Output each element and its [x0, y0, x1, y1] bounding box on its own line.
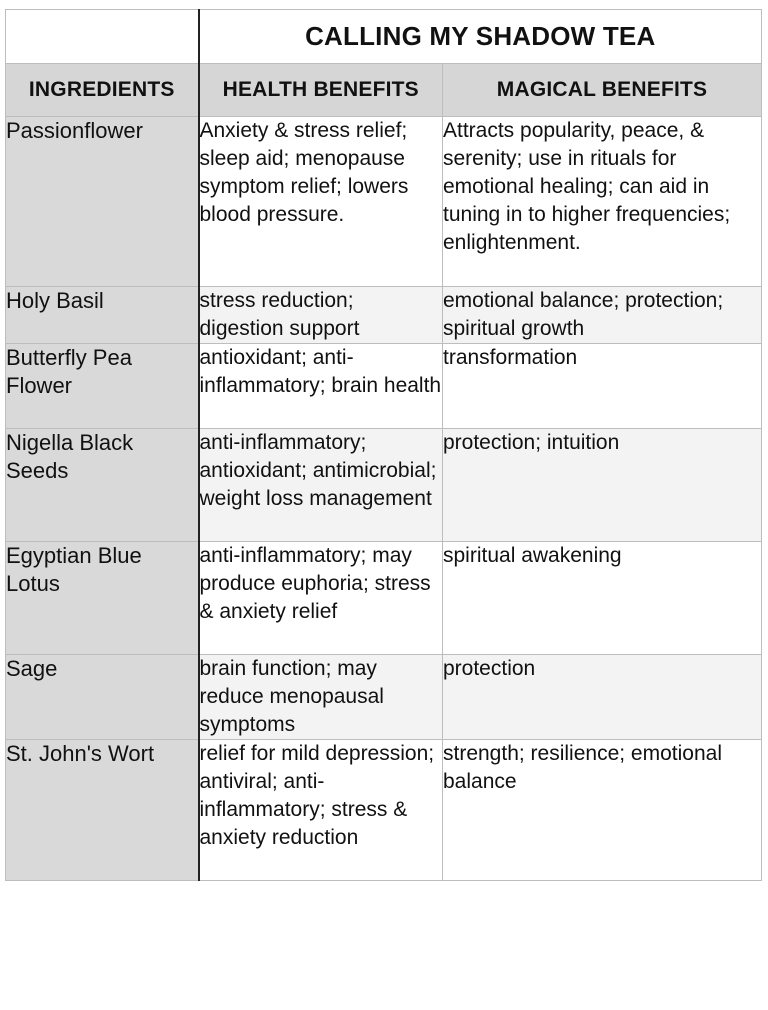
table-row — [6, 344, 762, 429]
table-row — [6, 542, 762, 655]
table-row — [6, 287, 762, 344]
health-benefits: anti-inflammatory; may produce euphoria; stress & anxiety relief — [199, 542, 443, 655]
magical-benefits: protection — [443, 655, 762, 740]
magical-benefits: strength; resilience; emotional balance — [443, 740, 762, 881]
health-benefits: stress reduction; digestion support — [199, 287, 443, 344]
magical-benefits: emotional balance; protection; spiritual growth — [443, 287, 762, 344]
ingredient-name: Holy Basil — [6, 287, 199, 344]
tea-benefits-table — [5, 9, 762, 881]
ingredient-name: St. John's Wort — [6, 740, 199, 881]
header-health-benefits: HEALTH BENEFITS — [199, 64, 443, 117]
table-title: CALLING MY SHADOW TEA — [199, 10, 762, 64]
health-benefits: brain function; may reduce menopausal symptoms — [199, 655, 443, 740]
ingredient-name: Butterfly Pea Flower — [6, 344, 199, 429]
ingredient-name: Nigella Black Seeds — [6, 429, 199, 542]
table-row — [6, 740, 762, 881]
ingredient-name: Sage — [6, 655, 199, 740]
health-benefits: anti-inflammatory; antioxidant; antimicrobial; weight loss management — [199, 429, 443, 542]
header-magical-benefits: MAGICAL BENEFITS — [443, 64, 762, 117]
table-row — [6, 655, 762, 740]
table-row — [6, 117, 762, 287]
ingredient-name: Egyptian Blue Lotus — [6, 542, 199, 655]
health-benefits: antioxidant; anti-inflammatory; brain health — [199, 344, 443, 429]
header-row — [6, 64, 762, 117]
table-row — [6, 429, 762, 542]
health-benefits: relief for mild depression; antiviral; anti-inflammatory; stress & anxiety reduction — [199, 740, 443, 881]
magical-benefits: Attracts popularity, peace, & serenity; use in rituals for emotional healing; can aid in tuning in to higher frequencies; enlightenment. — [443, 117, 762, 287]
corner-cell — [6, 10, 199, 64]
magical-benefits: spiritual awakening — [443, 542, 762, 655]
title-row — [6, 10, 762, 64]
magical-benefits: transformation — [443, 344, 762, 429]
header-ingredients: INGREDIENTS — [6, 64, 199, 117]
health-benefits: Anxiety & stress relief; sleep aid; menopause symptom relief; lowers blood pressure. — [199, 117, 443, 287]
ingredient-name: Passionflower — [6, 117, 199, 287]
magical-benefits: protection; intuition — [443, 429, 762, 542]
